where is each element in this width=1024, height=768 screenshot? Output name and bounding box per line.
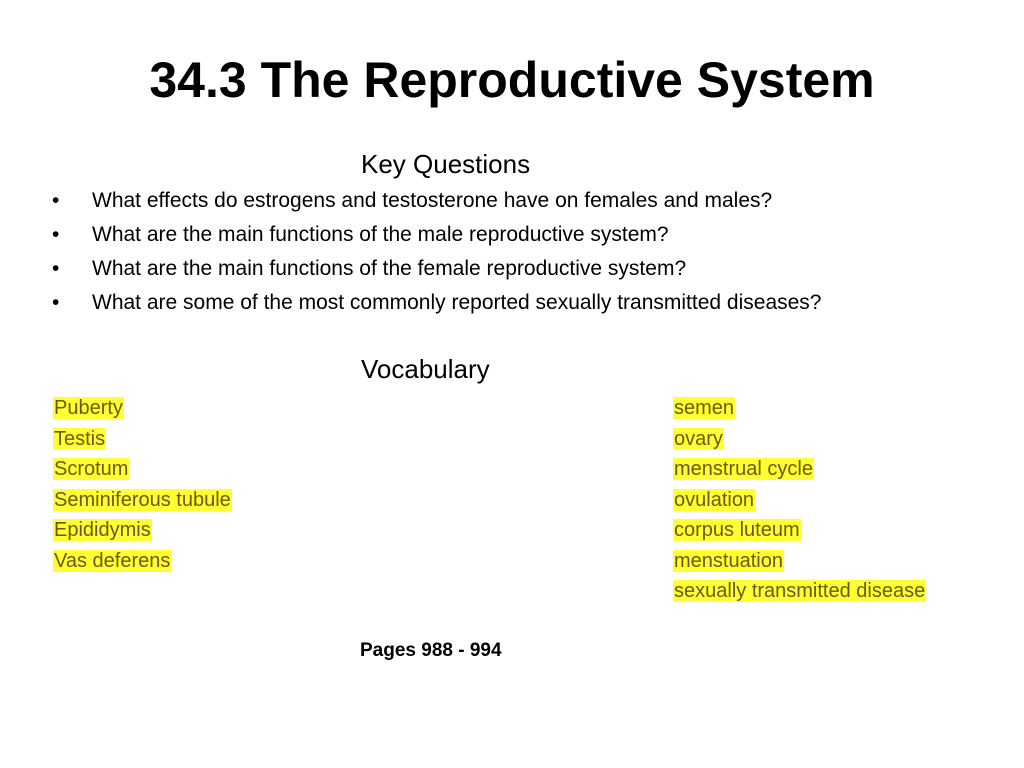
vocabulary-item [673,576,926,607]
vocabulary-term: Seminiferous tubule [54,488,231,511]
vocabulary-item [673,393,926,424]
vocabulary-item [673,454,926,485]
vocabulary-term: menstrual cycle [674,458,813,480]
key-question-item [52,256,952,282]
vocabulary-item [53,454,232,485]
key-question-text: What are the main functions of the female reproductive system? [92,257,687,280]
key-questions-list [52,188,952,324]
vocabulary-item [673,546,926,577]
vocabulary-term: sexually transmitted disease [674,580,926,602]
vocabulary-item [673,424,926,455]
vocabulary-term: Puberty [54,397,123,419]
vocabulary-item [53,546,232,577]
key-question-item [52,222,952,248]
vocabulary-heading: Vocabulary [361,354,490,384]
key-questions-heading: Key Questions [361,149,531,179]
key-question-text: What are the main functions of the male reproductive system? [92,223,669,246]
bullet-icon: • [52,257,60,280]
vocabulary-term: menstuation [674,549,783,572]
key-question-item [52,188,952,214]
key-question-item [52,290,932,316]
vocabulary-term: semen [674,397,735,419]
vocabulary-list-right [673,393,926,607]
key-question-text: What are some of the most commonly reported sexually transmitted diseases? [92,291,822,314]
vocabulary-item [53,485,232,516]
key-question-text: What effects do estrogens and testosterone have on females and males? [92,189,773,212]
bullet-icon: • [52,223,60,246]
vocabulary-item [53,424,232,455]
bullet-icon: • [52,291,60,314]
vocabulary-term: ovulation [674,488,755,511]
bullet-icon: • [52,189,60,212]
vocabulary-item [53,515,232,546]
vocabulary-item [673,485,926,516]
page-reference: Pages 988 - 994 [360,640,502,661]
vocabulary-term: Testis [54,427,106,450]
vocabulary-list-left [53,393,232,576]
vocabulary-item [673,515,926,546]
vocabulary-term: corpus luteum [674,519,800,541]
vocabulary-term: ovary [674,427,723,450]
slide-title: 34.3 The Reproductive System [149,52,875,108]
vocabulary-term: Vas deferens [54,549,171,572]
vocabulary-term: Scrotum [54,458,129,480]
vocabulary-term: Epididymis [54,519,151,541]
vocabulary-item [53,393,232,424]
